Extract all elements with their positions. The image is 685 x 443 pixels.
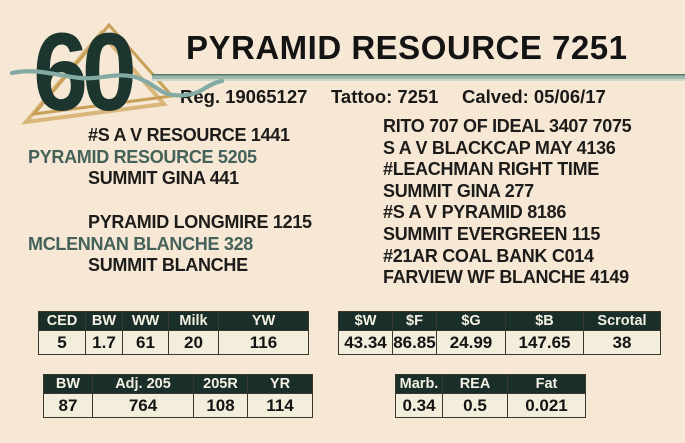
calved-value: 05/06/17: [533, 86, 606, 107]
performance-value-cell: 114: [248, 394, 313, 418]
tattoo-value: 7251: [397, 86, 439, 107]
reg-value: 19065127: [225, 86, 308, 107]
epd-table: [38, 311, 309, 355]
carcass-table: [395, 374, 586, 418]
ancestor-name: RITO 707 OF IDEAL 3407 7075: [383, 116, 632, 136]
epd-value-cell: 61: [123, 331, 169, 355]
epd-header-cell: Milk: [169, 312, 219, 331]
ancestor-name: FARVIEW WF BLANCHE 4149: [383, 267, 629, 288]
tattoo-label: Tattoo:: [331, 86, 393, 107]
tattoo-number: [331, 86, 438, 108]
dollar-header-row: [339, 312, 661, 331]
dam-name: MCLENNAN BLANCHE 328: [28, 233, 254, 254]
dam-grandsire: PYRAMID LONGMIRE 1215: [88, 212, 312, 232]
epd-value-cell: 116: [219, 331, 309, 355]
calved-label: Calved:: [462, 86, 529, 107]
carcass-value-cell: 0.34: [396, 394, 443, 418]
lot-number: 60: [33, 11, 131, 134]
dollar-header-cell: Scrotal: [584, 312, 661, 331]
carcass-header-row: [396, 375, 586, 394]
dollar-value-cell: 86.85: [393, 331, 437, 355]
performance-header-cell: YR: [248, 375, 313, 394]
ancestor-name: #21AR COAL BANK C014: [383, 245, 594, 266]
epd-value-row: [39, 331, 309, 355]
ancestor-name: S A V BLACKCAP MAY 4136: [383, 137, 616, 158]
performance-value-row: [44, 394, 313, 418]
dollar-header-cell: $W: [339, 312, 393, 331]
epd-header-cell: BW: [86, 312, 123, 331]
ancestor-name: #LEACHMAN RIGHT TIME: [383, 159, 599, 180]
sire-granddam: SUMMIT GINA 441: [88, 168, 239, 188]
performance-header-cell: 205R: [194, 375, 248, 394]
performance-value-cell: 764: [93, 394, 194, 418]
animal-name-title: PYRAMID RESOURCE 7251: [186, 29, 628, 66]
ancestor-name: #S A V PYRAMID 8186: [383, 202, 567, 223]
epd-value-cell: 5: [39, 331, 86, 355]
epd-header-cell: WW: [123, 312, 169, 331]
dollar-value-cell: 24.99: [437, 331, 506, 355]
performance-value-cell: 87: [44, 394, 93, 418]
dam-granddam: SUMMIT BLANCHE: [88, 255, 248, 275]
carcass-header-cell: REA: [443, 375, 508, 394]
dollar-value-row: [339, 331, 661, 355]
epd-header-cell: CED: [39, 312, 86, 331]
carcass-value-cell: 0.021: [508, 394, 586, 418]
sire-name: PYRAMID RESOURCE 5205: [28, 146, 257, 167]
ancestor-name: SUMMIT EVERGREEN 115: [383, 223, 601, 244]
carcass-header-cell: Fat: [508, 375, 586, 394]
sire-pedigree-group: [28, 125, 290, 190]
reg-label: Reg.: [180, 86, 221, 107]
extended-pedigree-list: [383, 116, 631, 289]
carcass-header-cell: Marb.: [396, 375, 443, 394]
dollar-value-cell: 147.65: [506, 331, 584, 355]
registration-number: [180, 86, 307, 108]
calved-date: [462, 86, 606, 108]
carcass-value-cell: 0.5: [443, 394, 508, 418]
dollar-index-table: [338, 311, 661, 355]
epd-value-cell: 20: [169, 331, 219, 355]
performance-header-cell: BW: [44, 375, 93, 394]
performance-header-row: [44, 375, 313, 394]
performance-value-cell: 108: [194, 394, 248, 418]
epd-header-row: [39, 312, 309, 331]
title-underline: [152, 74, 685, 81]
epd-header-cell: YW: [219, 312, 309, 331]
dam-pedigree-group: [28, 212, 312, 277]
dollar-header-cell: $G: [437, 312, 506, 331]
dollar-header-cell: $F: [393, 312, 437, 331]
carcass-value-row: [396, 394, 586, 418]
epd-value-cell: 1.7: [86, 331, 123, 355]
dollar-value-cell: 43.34: [339, 331, 393, 355]
dollar-value-cell: 38: [584, 331, 661, 355]
performance-header-cell: Adj. 205: [93, 375, 194, 394]
performance-table: [43, 374, 313, 418]
dollar-header-cell: $B: [506, 312, 584, 331]
ancestor-name: SUMMIT GINA 277: [383, 180, 534, 201]
sire-grandsire: #S A V RESOURCE 1441: [88, 125, 290, 145]
